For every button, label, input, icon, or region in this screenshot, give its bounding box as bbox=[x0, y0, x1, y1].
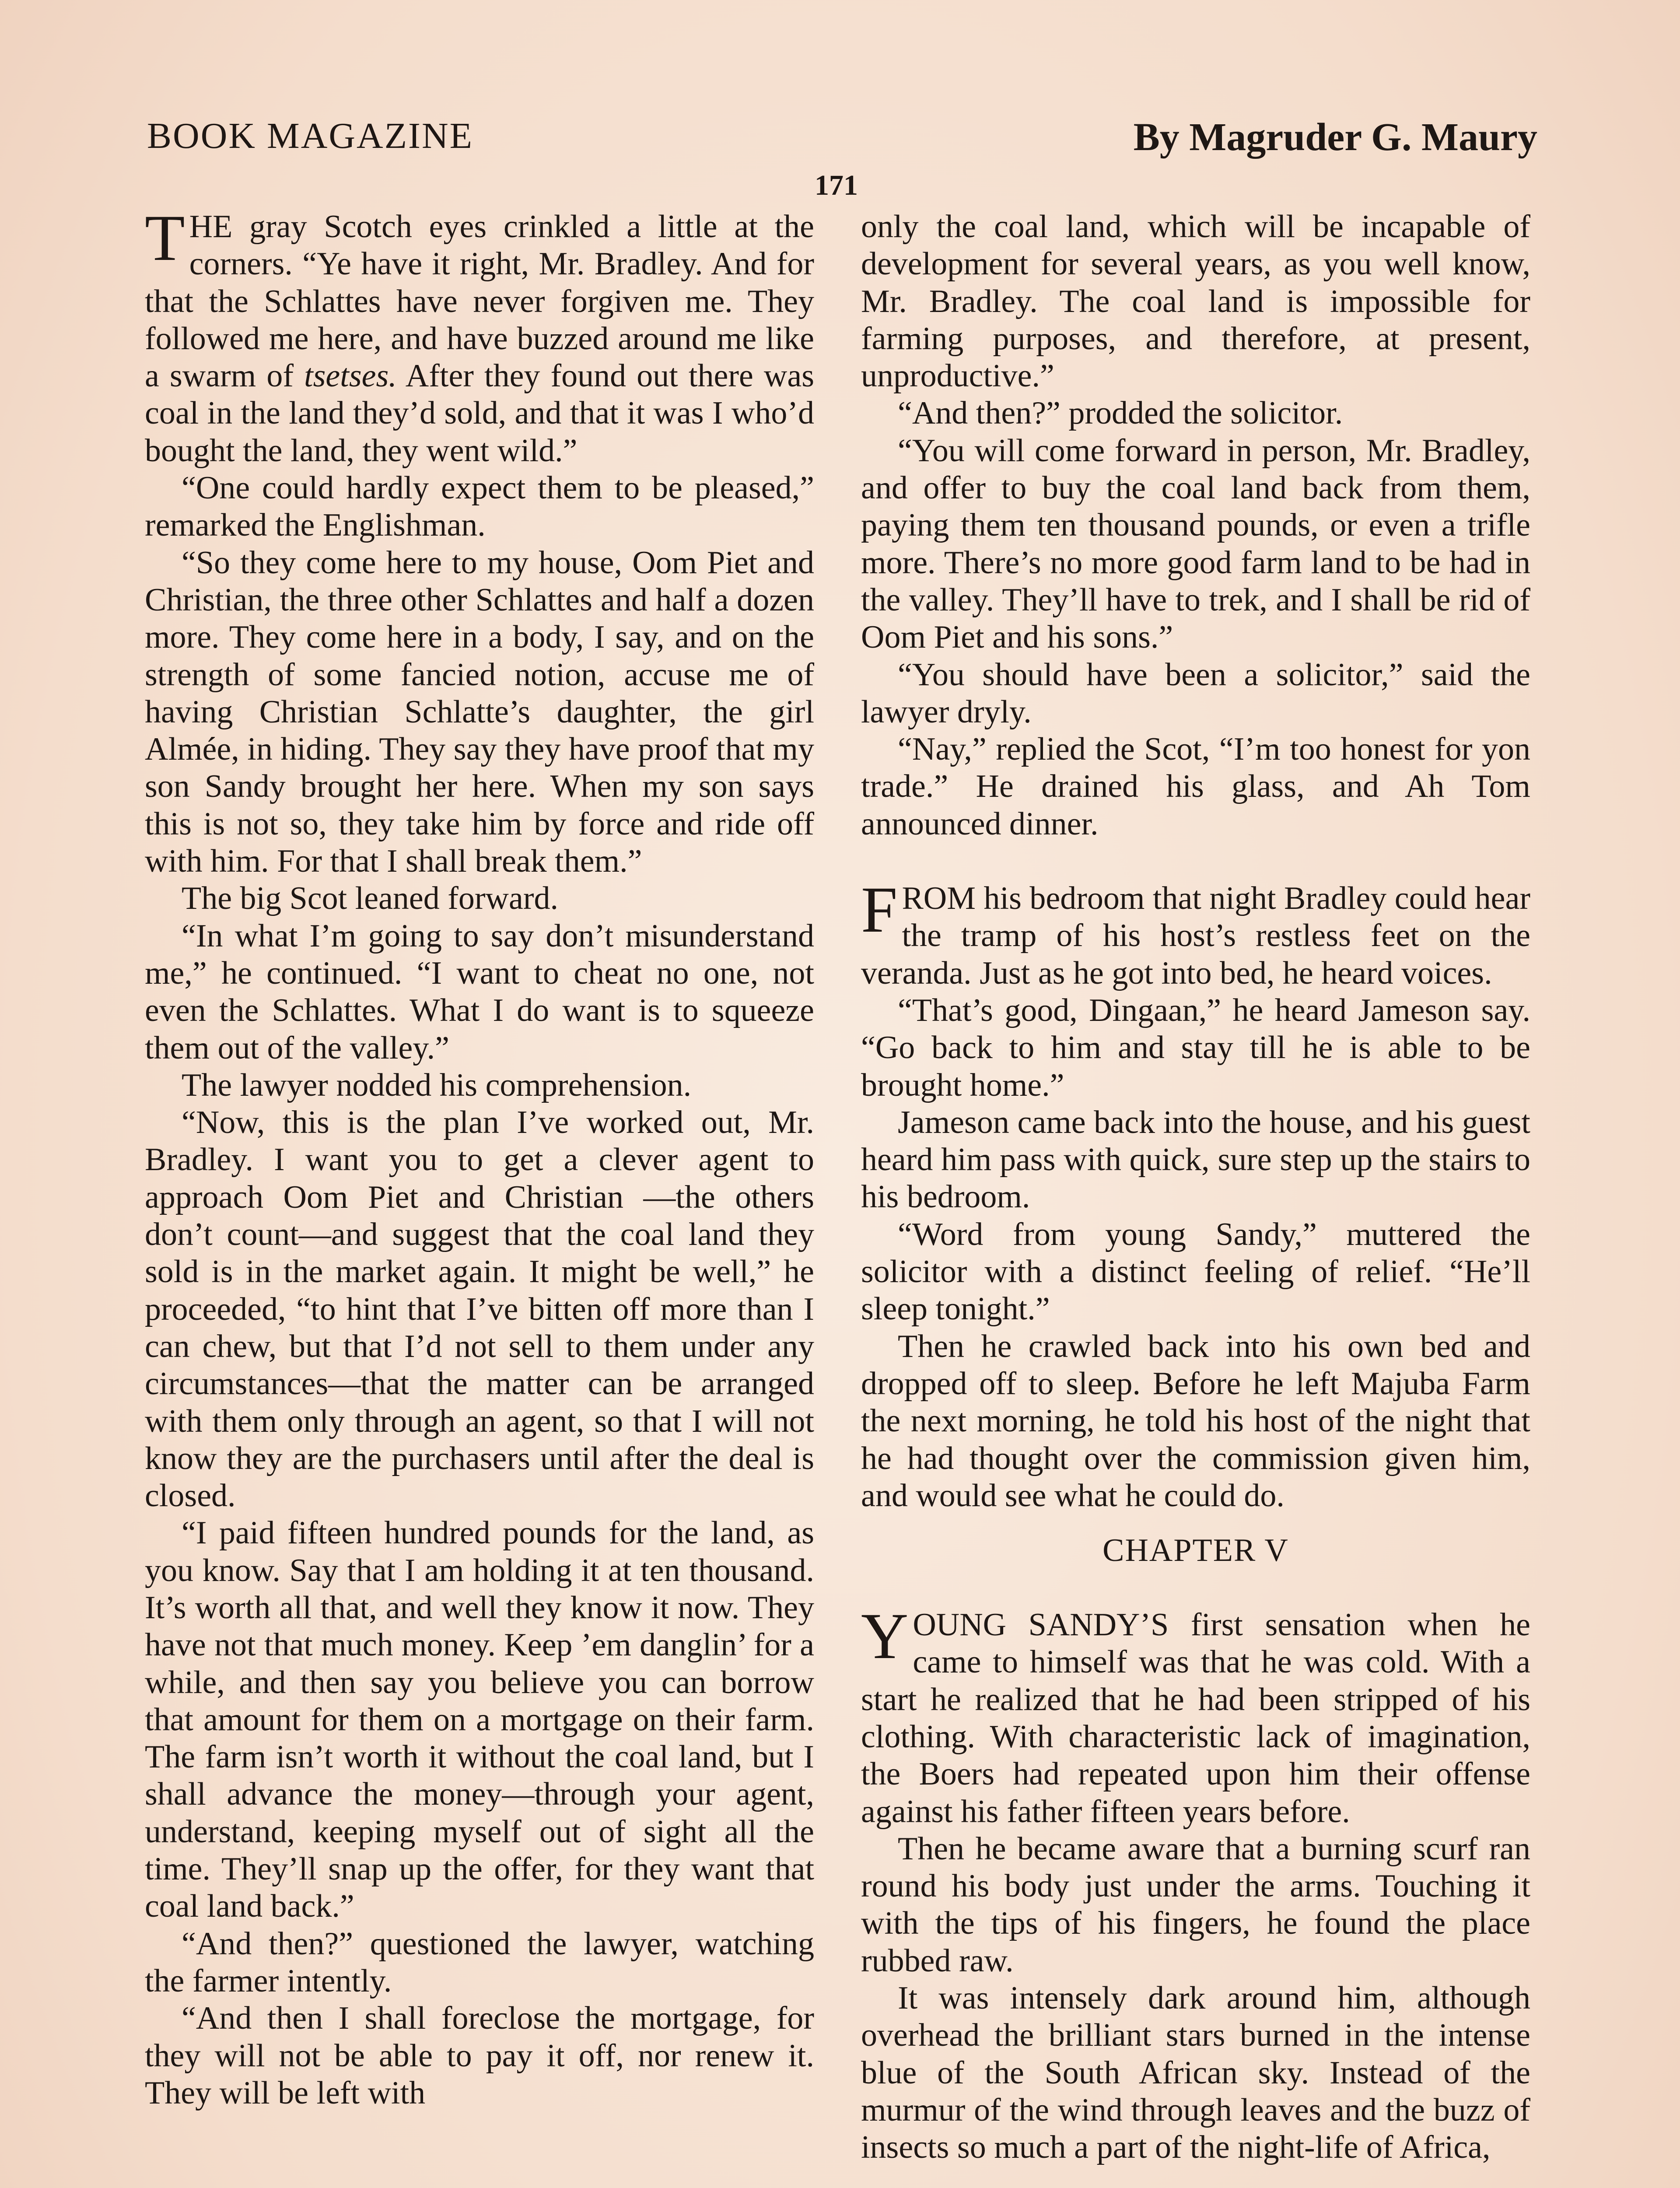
paragraph: “So they come here to my house, Oom Piet and Christian, the three other Schlattes and half a dozen more. They come here in a body, I say, and on the strength of some fancied notion, accuse me of having Christian Schlatte’s daughter, the girl Almée, in hiding. They say they have proof that my son Sandy brought her here. When my son says this is not so, they take him by force and ride off with him. For that I shall break them.” bbox=[145, 544, 814, 880]
paragraph: The big Scot leaned forward. bbox=[182, 880, 558, 917]
section-break bbox=[861, 1588, 1530, 1606]
paragraph: “Word from young Sandy,” muttered the solicitor with a distinct feeling of relief. “He’ll sleep tonight.” bbox=[861, 1216, 1530, 1327]
author-byline: By Magruder G. Maury bbox=[1133, 116, 1537, 159]
paragraph: “That’s good, Dingaan,” he heard Jameson say. “Go back to him and stay till he is able to be brought home.” bbox=[861, 992, 1530, 1103]
paragraph: “And then I shall foreclose the mortgage, for they will not be able to pay it off, nor renew it. They will be left with bbox=[145, 2000, 814, 2111]
paragraph: “And then?” prodded the solicitor. bbox=[898, 395, 1343, 431]
paragraph: Jameson came back into the house, and his guest heard him pass with quick, sure step up the stairs to his bedroom. bbox=[861, 1104, 1530, 1215]
paragraph: “You will come forward in person, Mr. Bradley, and offer to buy the coal land back from them, paying them ten thousand pounds, or even a trifle more. There’s no more good farm land to be had in the valley. They’ll have to trek, and I shall be rid of Oom Piet and his sons.” bbox=[861, 432, 1530, 656]
paragraph: “I paid fifteen hundred pounds for the land, as you know. Say that I am holding it at ten thousand. It’s worth all that, and well they know it now. They have not that much money. Keep ’em danglin’ for a while, and then say you believe you can borrow that amount for them on a mortgage on their farm. The farm isn’t worth it without the coal land, but I shall advance the money—through your agent, understand, keeping myself out of sight all the time. They’ll snap up the offer, for they want that coal land back.” bbox=[145, 1515, 814, 1925]
right-column bbox=[861, 208, 1530, 2167]
paragraph: “One could hardly expect them to be pleased,” remarked the Englishman. bbox=[145, 470, 814, 543]
paragraph: FROM his bedroom that night Bradley could hear the tramp of his host’s restless feet on the veranda. Just as he got into bed, he heard voices. bbox=[861, 873, 1531, 991]
paragraph: It was intensely dark around him, although overhead the brilliant stars burned in the intense blue of the South African sky. Instead of the murmur of the wind through leaves and the buzz of insects so much a part of the night-life of Africa, bbox=[861, 1980, 1530, 2166]
paragraph: YOUNG SANDY’S first sensation when he came to himself was that he was cold. With a start he realized that he had been stripped of his clothing. With characteristic lack of imagination, the Boers had repeated upon him their offense against his father fifteen years before. bbox=[861, 1600, 1530, 1830]
paragraph: The lawyer nodded his comprehension. bbox=[182, 1067, 692, 1103]
paragraph: Then he crawled back into his own bed and dropped off to sleep. Before he left Majuba Farm the next morning, he told his host of the night that he had thought over the commission given him, and would see what he could do. bbox=[861, 1328, 1530, 1514]
magazine-title: BOOK MAGAZINE bbox=[147, 116, 473, 156]
paragraph: “Nay,” replied the Scot, “I’m too honest for yon trade.” He drained his glass, and Ah Tom announced dinner. bbox=[861, 731, 1530, 842]
left-column bbox=[145, 202, 814, 2112]
paragraph: Then he became aware that a burning scurf ran round his body just under the arms. Touching it with the tips of his fingers, he found the place rubbed raw. bbox=[861, 1830, 1530, 1979]
paragraph: “You should have been a solicitor,” said the lawyer dryly. bbox=[861, 656, 1530, 730]
paragraph: only the coal land, which will be incapable of development for several years, as you well know, Mr. Bradley. The coal land is impossible for farming purposes, and therefore, at present, unproductive.” bbox=[861, 209, 1530, 394]
drop-cap: Y bbox=[861, 1600, 909, 1673]
paragraph: THE gray Scotch eyes crinkled a little at the corners. “Ye have it right, Mr. Bradley. And for that the Schlattes have never forgiven me. They followed me here, and have buzzed around me like a swarm of tsetses. After they found out there was coal in the land they’d sold, and that it was I who’d bought the land, they went wild.” bbox=[145, 202, 814, 469]
page-number: 171 bbox=[815, 169, 858, 201]
paragraph: “Now, this is the plan I’ve worked out, Mr. Bradley. I want you to get a clever agent to approach Oom Piet and Christian —the others don’t count—and suggest that the coal land they sold is in the market again. It might be well,” he proceeded, “to hint that I’ve bitten off more than I can chew, but that I’d not sell to them under any circumstances—that the matter can be arranged with them only through an agent, so that I will not know they are the purchasers until after the deal is closed. bbox=[145, 1105, 814, 1514]
paragraph: “And then?” questioned the lawyer, watching the farmer intently. bbox=[145, 1925, 814, 1999]
section-break bbox=[861, 843, 1530, 880]
drop-cap: T bbox=[145, 202, 185, 274]
paragraph: “In what I’m going to say don’t misunderstand me,” he continued. “I want to cheat no one, not even the Schlattes. What I do want is to squeeze them out of the valley.” bbox=[145, 918, 814, 1066]
italic-word: tsetses. bbox=[304, 358, 397, 394]
drop-cap: F bbox=[861, 873, 898, 947]
chapter-heading: CHAPTER V bbox=[1102, 1532, 1289, 1569]
